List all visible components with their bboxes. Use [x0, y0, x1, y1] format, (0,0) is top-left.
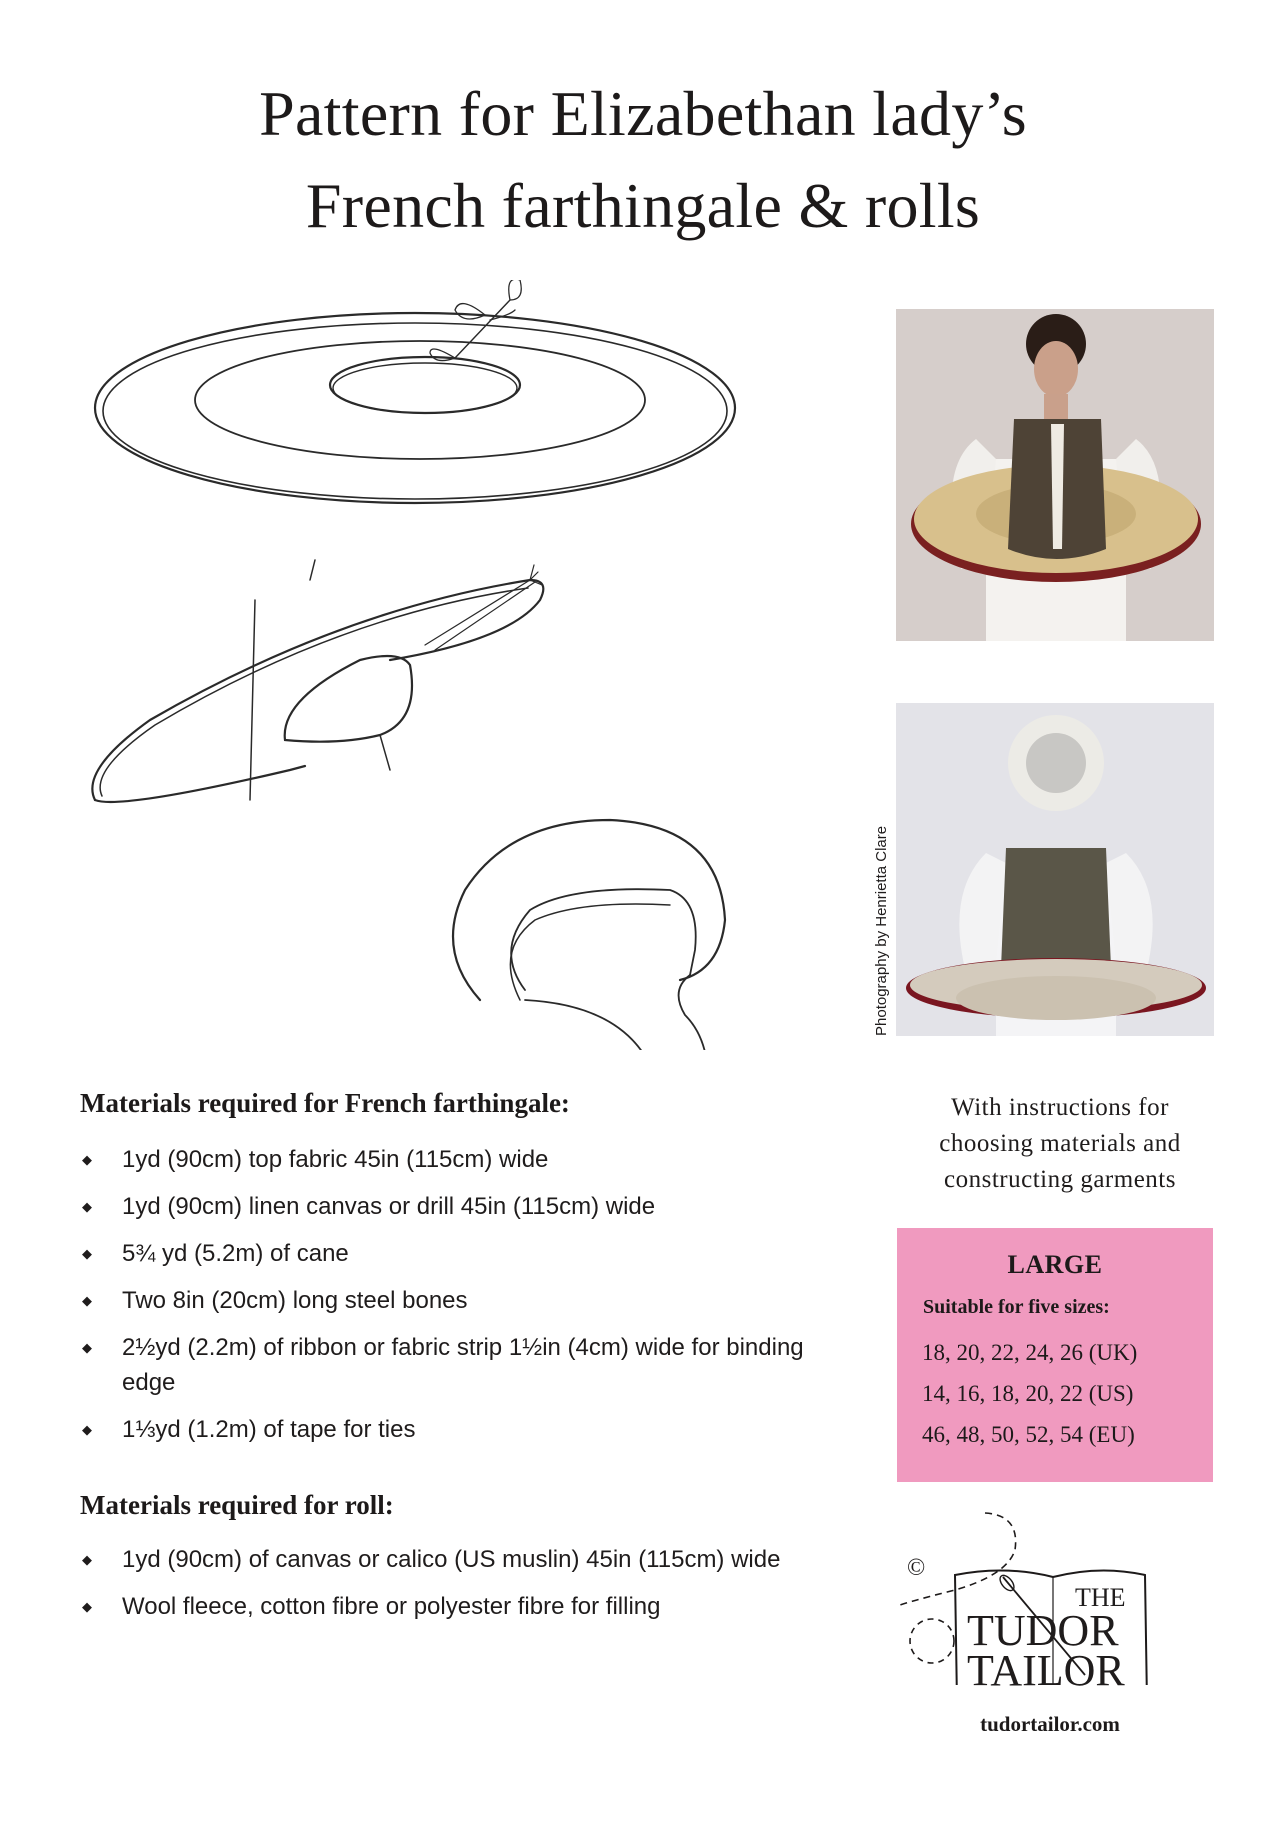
roll-drawing: [453, 820, 725, 1050]
bullet-icon: ◆: [82, 1340, 92, 1355]
bullet-icon: ◆: [82, 1152, 92, 1167]
copyright-icon: ©: [907, 1555, 926, 1581]
logo-tudor: TUDOR: [967, 1606, 1119, 1655]
list-item: ◆ Wool fleece, cotton fibre or polyester fibre for filling: [80, 1589, 850, 1624]
list-item: ◆ 1yd (90cm) linen canvas or drill 45in (115cm) wide: [80, 1189, 860, 1224]
size-uk: 18, 20, 22, 24, 26 (UK): [922, 1340, 1138, 1365]
bullet-icon: ◆: [82, 1422, 92, 1437]
list-item: ◆ 2½yd (2.2m) of ribbon or fabric strip 1½in (4cm) wide for binding edge: [80, 1330, 860, 1400]
list-item: ◆ Two 8in (20cm) long steel bones: [80, 1283, 860, 1318]
bullet-icon: ◆: [82, 1599, 92, 1614]
size-us: 14, 16, 18, 20, 22 (US): [922, 1381, 1134, 1406]
size-subtitle: Suitable for five sizes:: [923, 1296, 1110, 1318]
photo-back-view: [896, 703, 1214, 1036]
bullet-icon: ◆: [82, 1293, 92, 1308]
title-line-2: French farthingale & rolls: [305, 170, 981, 241]
size-title: LARGE: [1007, 1250, 1103, 1279]
photo-credit: Photography by Henrietta Clare: [873, 825, 890, 1036]
farthingale-top-drawing: [95, 280, 735, 503]
bullet-icon: ◆: [82, 1199, 92, 1214]
tudor-tailor-logo: [895, 1505, 1155, 1695]
instructions-note: With instructions for choosing materials and constructing garments: [939, 1094, 1181, 1193]
website-link[interactable]: tudortailor.com: [980, 1712, 1120, 1736]
list-item: ◆ 5¾ yd (5.2m) of cane: [80, 1236, 860, 1271]
size-box: [897, 1228, 1213, 1482]
bullet-icon: ◆: [82, 1552, 92, 1567]
farthingale-drawings: [90, 280, 810, 1050]
title-line-1: Pattern for Elizabethan lady’s: [259, 78, 1027, 149]
list-item: ◆ 1yd (90cm) of canvas or calico (US muslin) 45in (115cm) wide: [80, 1542, 850, 1577]
size-eu: 46, 48, 50, 52, 54 (EU): [922, 1422, 1135, 1447]
list-item: ◆ 1yd (90cm) top fabric 45in (115cm) wide: [80, 1142, 860, 1177]
logo-the: THE: [1075, 1583, 1126, 1612]
bullet-icon: ◆: [82, 1246, 92, 1261]
photo-front-view: [896, 309, 1214, 641]
farthingale-materials-heading: Materials required for French farthingale:: [80, 1088, 570, 1118]
farthingale-materials-list: [80, 1142, 860, 1459]
page-title: [0, 68, 1286, 252]
list-item: ◆ 1⅓yd (1.2m) of tape for ties: [80, 1412, 860, 1447]
farthingale-side-drawing: [92, 560, 543, 802]
logo-tailor: TAILOR: [967, 1646, 1125, 1695]
roll-materials-list: [80, 1542, 850, 1636]
roll-materials-heading: Materials required for roll:: [80, 1490, 394, 1520]
